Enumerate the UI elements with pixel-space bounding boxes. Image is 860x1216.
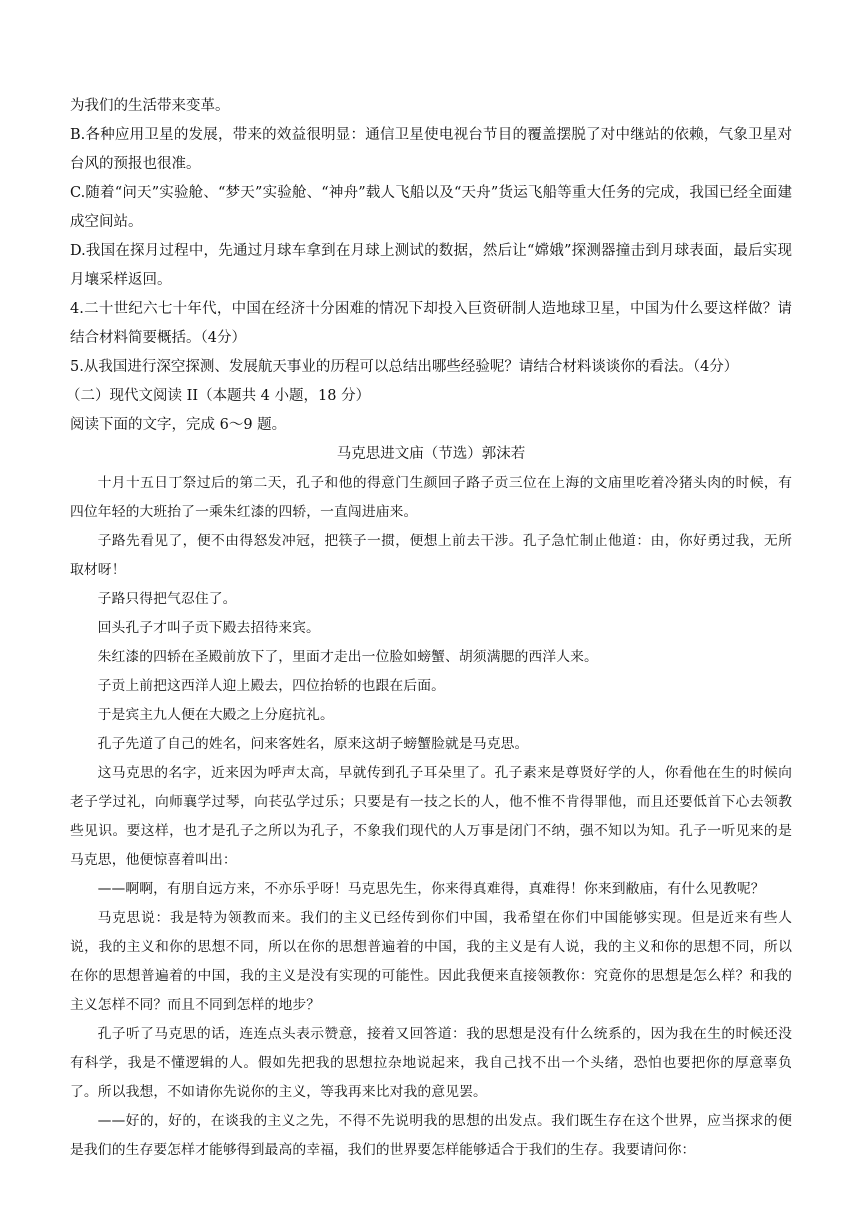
article-paragraph: 马克思说：我是特为领教而来。我们的主义已经传到你们中国，我希望在你们中国能够实现。但是近来有些人说，我的主义和你的思想不同，所以在你的思想普遍着的中国，我的主义是有人说，我的主义和你的思想不同，所以在你的思想普遍着的中国，我的主义是没有实现的可能性。因此我便来直接领教你：究竟你的思想是怎么样？和我的主义怎样不同？而且不同到怎样的地步？ [70, 910, 792, 1013]
reading-instruction: 阅读下面的文字，完成 6～9 题。 [70, 417, 287, 433]
question-4: 4.二十世纪六七十年代，中国在经济十分困难的情况下却投入巨资研制人造地球卫星，中国为什么要这样做？请结合材料简要概括。（4分） [70, 301, 792, 346]
article-paragraph: ——啊啊，有朋自远方来，不亦乐乎呀！马克思先生，你来得真难得，真难得！你来到敝庙，有什么见教呢？ [97, 881, 765, 897]
option-d: D.我国在探月过程中，先通过月球车拿到在月球上测试的数据，然后让“嫦娥”探测器撞击到月球表面，最后实现月壤采样返回。 [70, 243, 792, 288]
article-paragraph: 这马克思的名字，近来因为呼声太高，早就传到孔子耳朵里了。孔子素来是尊贤好学的人，你看他在生的时候向老子学过礼，向师襄学过琴，向苌弘学过乐；只要是有一技之长的人，他不惟不肯得罪他，而且还要低首下心去领教些见识。要这样，也才是孔子之所以为孔子，不象我们现代的人万事是闭门不纳，强不知以为知。孔子一听见来的是马克思，他便惊喜着叫出： [70, 765, 792, 868]
article-paragraph: 十月十五日丁祭过后的第二天，孔子和他的得意门生颜回子路子贡三位在上海的文庙里吃着冷猪头肉的时候，有四位年轻的大班抬了一乘朱红漆的四轿，一直闯进庙来。 [70, 475, 792, 520]
article-paragraph: 回头孔子才叫子贡下殿去招待来宾。 [97, 620, 320, 636]
option-c: C.随着“问天”实验舱、“梦天”实验舱、“神舟”载人飞船以及“天舟”货运飞船等重大任务的完成，我国已经全面建成空间站。 [70, 185, 792, 230]
article-paragraph: 孔子先道了自己的姓名，问来客姓名，原来这胡子螃蟹脸就是马克思。 [97, 736, 529, 752]
section-heading: （二）现代文阅读 II（本题共 4 小题，18 分） [66, 388, 371, 404]
question-3-tail: 为我们的生活带来变革。 [70, 98, 230, 114]
exam-page [66, 92, 792, 1165]
article-paragraph: 子路先看见了，便不由得怒发冲冠，把筷子一掼，便想上前去干涉。孔子急忙制止他道：由，你好勇过我，无所取材呀！ [70, 533, 792, 578]
article-title: 马克思进文庙（节选）郭沫若 [336, 446, 526, 462]
article-paragraph: 于是宾主九人便在大殿之上分庭抗礼。 [97, 707, 334, 723]
article-paragraph: ——好的，好的，在谈我的主义之先，不得不先说明我的思想的出发点。我们既生存在这个世界，应当探求的便是我们的生存要怎样才能够得到最高的幸福，我们的世界要怎样能够适合于我们的生存。我要请问你： [70, 1113, 792, 1158]
article-paragraph: 朱红漆的四轿在圣殿前放下了，里面才走出一位脸如螃蟹、胡须满腮的西洋人来。 [97, 649, 598, 665]
article-paragraph: 子贡上前把这西洋人迎上殿去，四位抬轿的也跟在后面。 [97, 678, 446, 694]
question-5: 5.从我国进行深空探测、发展航天事业的历程可以总结出哪些经验呢？请结合材料谈谈你的看法。（4分） [70, 359, 739, 375]
option-b: B.各种应用卫星的发展，带来的效益很明显：通信卫星使电视台节目的覆盖摆脱了对中继站的依赖，气象卫星对台风的预报也很准。 [70, 127, 792, 172]
article-paragraph: 孔子听了马克思的话，连连点头表示赞意，接着又回答道：我的思想是没有什么统系的，因为我在生的时候还没有科学，我是不懂逻辑的人。假如先把我的思想拉杂地说起来，我自己找不出一个头绪，恐怕也要把你的厚意辜负了。所以我想，不如请你先说你的主义，等我再来比对我的意见罢。 [70, 1026, 792, 1100]
article-paragraph: 子路只得把气忍住了。 [97, 591, 237, 607]
